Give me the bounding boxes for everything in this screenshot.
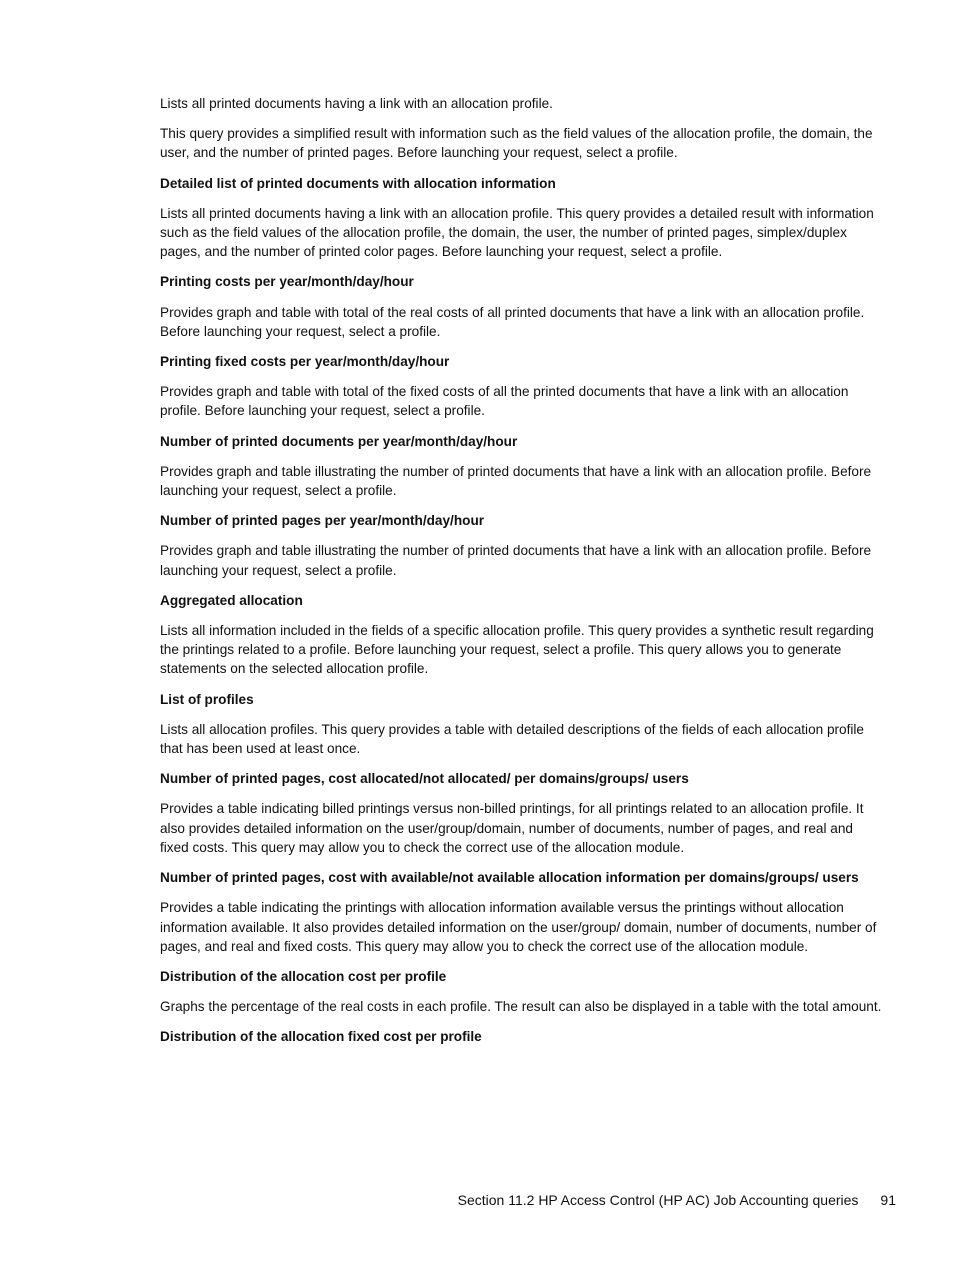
section-body: Lists all allocation profiles. This query provides a table with detailed descriptions of the fields of each allocation profile that has been used at least once. bbox=[160, 721, 864, 757]
section-heading: Number of printed pages per year/month/day/hour bbox=[160, 513, 485, 529]
section-heading: Number of printed pages, cost with available/not available allocation information per domains/groups/ users bbox=[160, 870, 859, 886]
intro-paragraph-1: Lists all printed documents having a link with an allocation profile. bbox=[160, 96, 553, 111]
page-content bbox=[160, 94, 882, 1058]
section-body: Provides graph and table illustrating the number of printed documents that have a link with an allocation profile. Before launching your request, select a profile. bbox=[160, 463, 872, 499]
page-footer bbox=[458, 1190, 896, 1210]
section-heading: List of profiles bbox=[160, 691, 254, 707]
section-body: Provides graph and table with total of the real costs of all printed documents that have a link with an allocation profile. Before launching your request, select a profile. bbox=[160, 304, 865, 339]
section-heading: Aggregated allocation bbox=[160, 592, 303, 608]
section-body: Provides a table indicating the printings with allocation information available versus the printings without allocation information available. It also provides detailed information on the user/group/ domain, number of documents, number of pages, and real and fixed costs. This query may allow you to check the correct use of the allocation module. bbox=[160, 900, 877, 954]
section-heading: Number of printed pages, cost allocated/not allocated/ per domains/groups/ users bbox=[160, 771, 689, 787]
section-heading: Distribution of the allocation cost per profile bbox=[160, 968, 447, 984]
page-number: 91 bbox=[880, 1192, 896, 1208]
intro-paragraph-2: This query provides a simplified result with information such as the field values of the allocation profile, the domain, the user, and the number of printed pages. Before launching your request, select a profile. bbox=[160, 126, 873, 161]
section-body: Lists all information included in the fields of a specific allocation profile. This query provides a synthetic result regarding the printings related to a profile. Before launching your request, select a profile. This query allows you to generate statements on the selected allocation profile. bbox=[160, 623, 874, 677]
section-body: Graphs the percentage of the real costs in each profile. The result can also be displayed in a table with the total amount. bbox=[160, 999, 882, 1015]
section-body: Provides graph and table illustrating the number of printed documents that have a link with an allocation profile. Before launching your request, select a profile. bbox=[160, 543, 872, 578]
section-body: Provides a table indicating billed printings versus non-billed printings, for all printings related to an allocation profile. It also provides detailed information on the user/group/domain, number of documents, number of pages, and real and fixed costs. This query may allow you to check the correct use of the allocation module. bbox=[160, 801, 864, 855]
section-body: Lists all printed documents having a link with an allocation profile. This query provides a detailed result with information such as the field values of the allocation profile, the domain, the user, the number of printed pages, simplex/duplex pages, and the number of printed color pages. Before launching your request, select a profile. bbox=[160, 205, 874, 260]
section-heading: Detailed list of printed documents with allocation information bbox=[160, 175, 556, 191]
section-heading: Printing costs per year/month/day/hour bbox=[160, 274, 414, 290]
footer-section-title: Section 11.2 HP Access Control (HP AC) Job Accounting queries bbox=[457, 1192, 859, 1208]
section-heading: Distribution of the allocation fixed cost per profile bbox=[160, 1029, 482, 1045]
section-heading: Printing fixed costs per year/month/day/hour bbox=[160, 354, 450, 370]
section-body: Provides graph and table with total of the fixed costs of all the printed documents that have a link with an allocation profile. Before launching your request, select a profile. bbox=[160, 384, 849, 419]
section-heading: Number of printed documents per year/month/day/hour bbox=[160, 433, 518, 449]
